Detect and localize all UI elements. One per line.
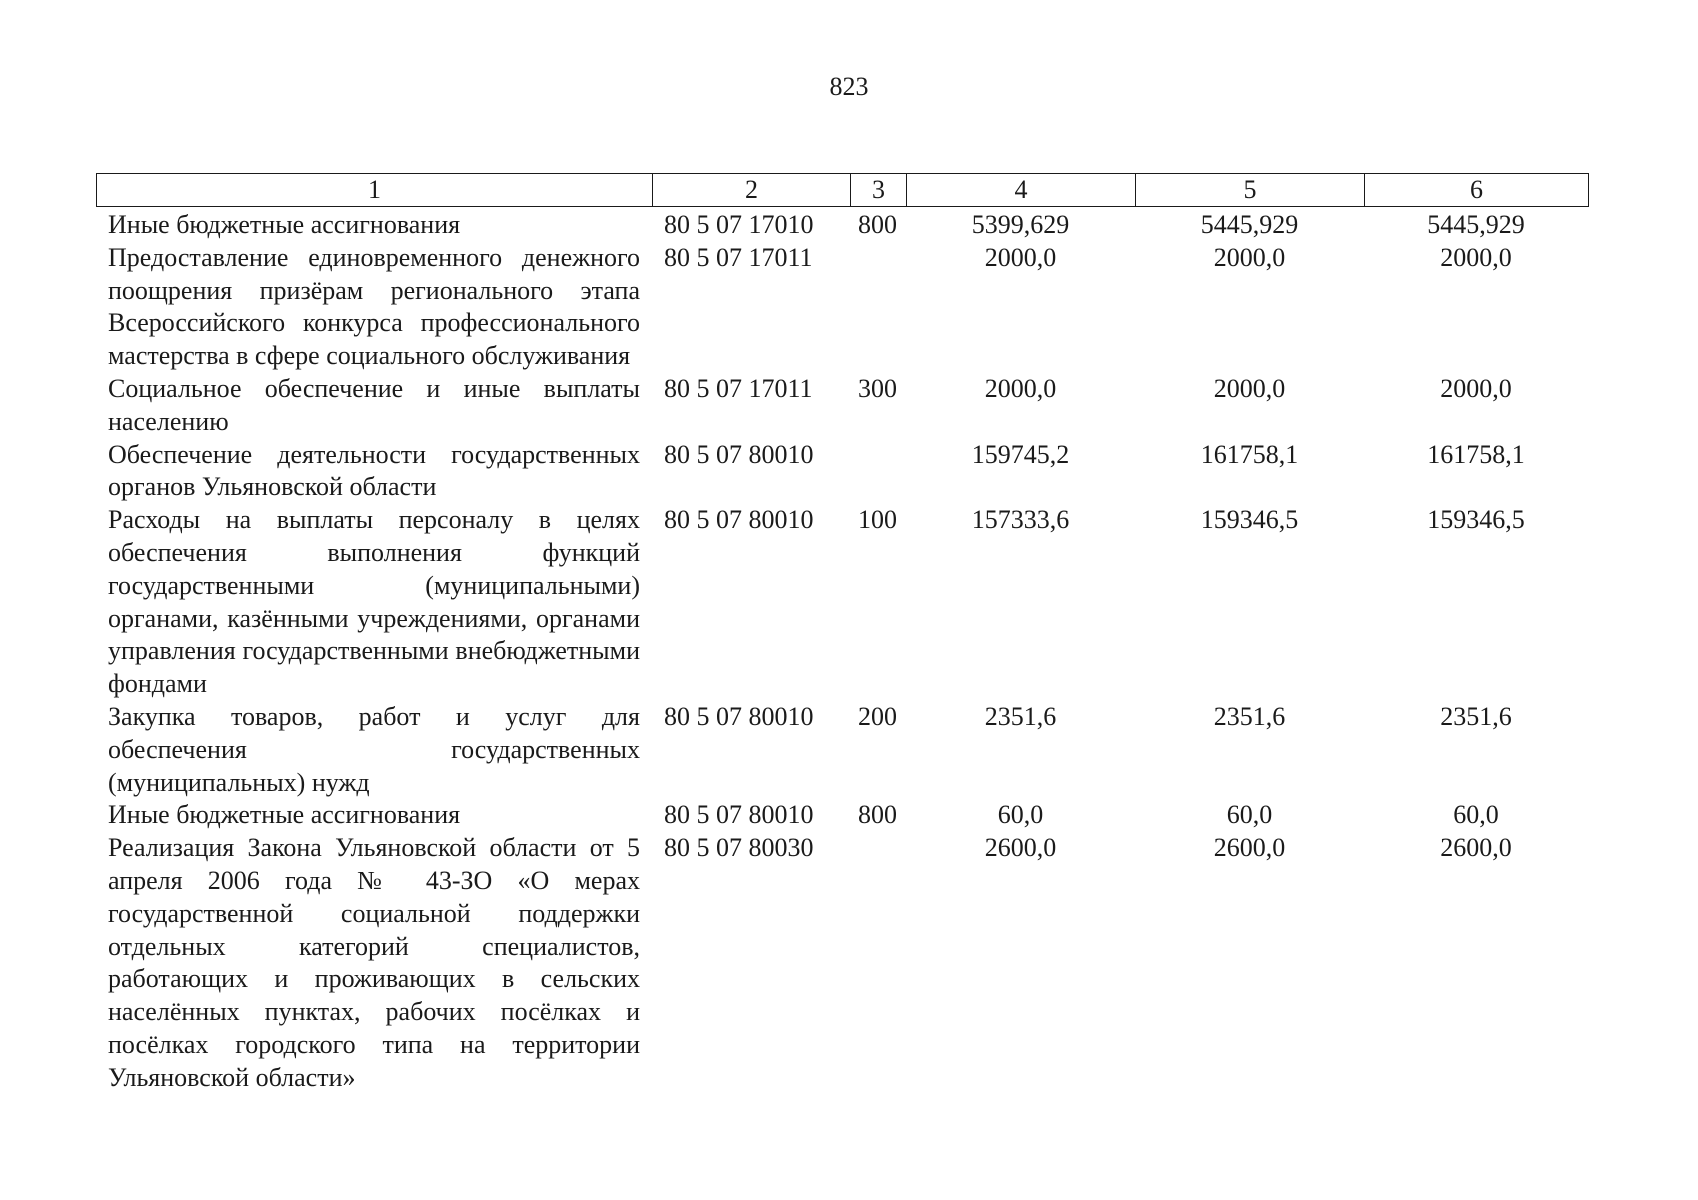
row-type: 300 — [858, 373, 897, 403]
row-type — [850, 439, 906, 505]
row-value-4: 60,0 — [997, 800, 1044, 830]
header-col-3: 3 — [851, 174, 907, 207]
row-value-6: 60,0 — [1453, 800, 1499, 830]
row-type: 100 — [858, 505, 897, 535]
table-body — [96, 209, 1588, 1095]
row-value-4: 2000,0 — [984, 242, 1057, 272]
row-value-4: 5399,629 — [971, 210, 1070, 239]
row-value-6: 5445,929 — [1427, 210, 1525, 239]
row-code: 80 5 07 80010 — [664, 439, 814, 469]
header-row — [97, 174, 1589, 207]
row-value-5: 159346,5 — [1200, 505, 1299, 535]
header-col-2: 2 — [653, 174, 851, 207]
header-col-4: 4 — [907, 174, 1136, 207]
row-code: 80 5 07 80010 — [664, 505, 814, 535]
table-row — [96, 209, 1588, 242]
row-code: 80 5 07 80010 — [664, 701, 814, 731]
row-value-6: 161758,1 — [1427, 439, 1525, 469]
row-code: 80 5 07 80030 — [664, 833, 814, 863]
row-name: Обеспечение деятельности государственных органов Ульяновской области — [108, 439, 640, 502]
row-value-5: 161758,1 — [1200, 439, 1299, 469]
row-value-5: 2000,0 — [1213, 373, 1286, 403]
row-value-4: 2000,0 — [984, 373, 1057, 403]
page-number: 823 — [829, 72, 869, 101]
row-value-5: 5445,929 — [1200, 210, 1299, 239]
row-name: Расходы на выплаты персоналу в целях обеспечения выполнения функций государственными (муниципальными) органами, казёнными учреждениями, органами управления государственными внебюджетными фондами — [108, 505, 640, 699]
row-value-5: 2351,6 — [1213, 701, 1286, 731]
table-row — [96, 799, 1588, 832]
table-header — [96, 173, 1589, 207]
row-code: 80 5 07 17010 — [664, 210, 814, 239]
row-value-4: 2600,0 — [984, 833, 1057, 863]
table-row — [96, 832, 1588, 1094]
header-col-5: 5 — [1136, 174, 1365, 207]
table-row — [96, 439, 1588, 505]
row-value-6: 2351,6 — [1440, 701, 1512, 731]
row-name: Предоставление единовременного денежного поощрения призёрам регионального этапа Всероссийского конкурса профессионального мастерства в сфере социального обслуживания — [108, 242, 640, 371]
table-row — [96, 242, 1588, 373]
row-value-5: 2000,0 — [1213, 242, 1286, 272]
row-value-4: 157333,6 — [971, 505, 1070, 535]
row-value-6: 159346,5 — [1427, 505, 1525, 535]
header-col-1: 1 — [97, 174, 653, 207]
table-row — [96, 701, 1588, 799]
row-value-6: 2000,0 — [1440, 242, 1512, 272]
row-type: 800 — [858, 800, 897, 830]
row-value-6: 2600,0 — [1440, 833, 1512, 863]
row-code: 80 5 07 17011 — [664, 373, 813, 403]
row-name: Социальное обеспечение и иные выплаты населению — [108, 373, 640, 436]
row-name: Закупка товаров, работ и услуг для обеспечения государственных (муниципальных) нужд — [108, 701, 640, 797]
row-type — [850, 832, 906, 1094]
row-value-4: 2351,6 — [984, 701, 1057, 731]
row-type — [850, 242, 906, 373]
row-name: Иные бюджетные ассигнования — [108, 210, 461, 239]
row-name: Реализация Закона Ульяновской области от 5 апреля 2006 года № 43-ЗО «О мерах государственной социальной поддержки отдельных категорий специалистов, работающих и проживающих в сельских населённых пунктах, рабочих посёлках и посёлках городского типа на территории Ульяновской области» — [108, 833, 640, 1092]
row-type: 800 — [858, 210, 897, 239]
row-value-5: 2600,0 — [1213, 833, 1286, 863]
row-type: 200 — [858, 701, 897, 731]
row-value-6: 2000,0 — [1440, 373, 1512, 403]
row-name: Иные бюджетные ассигнования — [108, 800, 461, 830]
row-code: 80 5 07 17011 — [664, 242, 813, 272]
header-col-6: 6 — [1365, 174, 1589, 207]
table-row — [96, 504, 1588, 701]
row-value-5: 60,0 — [1226, 800, 1273, 830]
table-row — [96, 373, 1588, 439]
row-code: 80 5 07 80010 — [664, 800, 814, 830]
row-value-4: 159745,2 — [971, 439, 1070, 469]
